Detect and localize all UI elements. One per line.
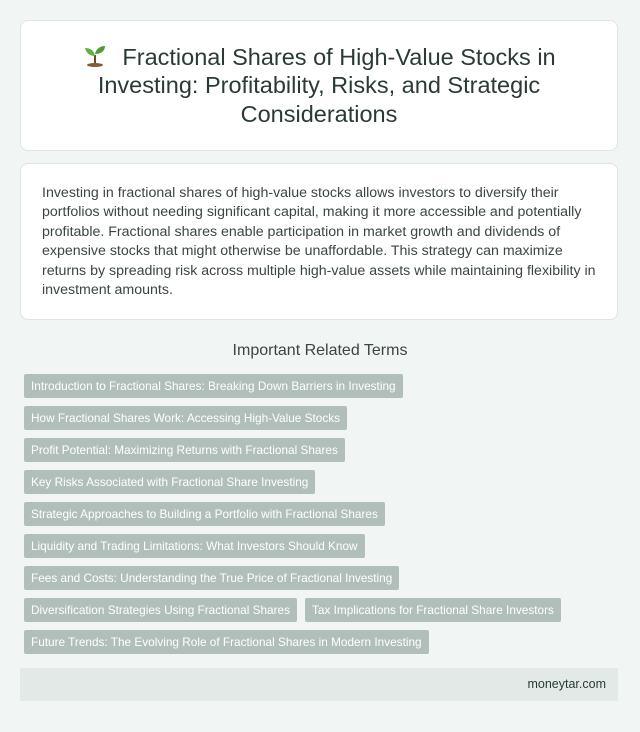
- summary-text: Investing in fractional shares of high-value stocks allows investors to diversify their portfolios without needing significant capital, making it more accessible and potentially profitable. Fractional shares enable participation in market growth and dividends of expensive stocks that might otherwise be unaffordable. This strategy can maximize returns by spreading risk across multiple high-value assets while maintaining flexibility in investment amounts.: [42, 185, 596, 299]
- footer: [20, 668, 618, 701]
- page-title-text: Fractional Shares of High-Value Stocks in Investing: Profitability, Risks, and Strategic Considerations: [97, 43, 556, 127]
- related-term-tag[interactable]: Diversification Strategies Using Fractional Shares: [24, 598, 297, 622]
- related-term-tag[interactable]: Key Risks Associated with Fractional Share Investing: [24, 470, 315, 494]
- sprout-icon: [82, 45, 108, 67]
- summary-card: [20, 163, 618, 320]
- related-term-tag[interactable]: How Fractional Shares Work: Accessing High-Value Stocks: [24, 406, 347, 430]
- title-card: [20, 20, 618, 151]
- related-term-tag[interactable]: Introduction to Fractional Shares: Breaking Down Barriers in Investing: [24, 374, 403, 398]
- related-term-tag[interactable]: Liquidity and Trading Limitations: What Investors Should Know: [24, 534, 365, 558]
- related-term-tag[interactable]: Profit Potential: Maximizing Returns with Fractional Shares: [24, 438, 345, 462]
- related-terms-heading: Important Related Terms: [232, 342, 408, 359]
- related-term-tag[interactable]: Strategic Approaches to Building a Portfolio with Fractional Shares: [24, 502, 385, 526]
- related-term-tag[interactable]: Future Trends: The Evolving Role of Fractional Shares in Modern Investing: [24, 630, 429, 654]
- related-term-tag[interactable]: Tax Implications for Fractional Share Investors: [305, 598, 561, 622]
- related-terms-list: [24, 374, 594, 654]
- related-term-tag[interactable]: Fees and Costs: Understanding the True Price of Fractional Investing: [24, 566, 399, 590]
- page-title: [59, 43, 579, 129]
- footer-site-name: moneytar.com: [527, 677, 606, 691]
